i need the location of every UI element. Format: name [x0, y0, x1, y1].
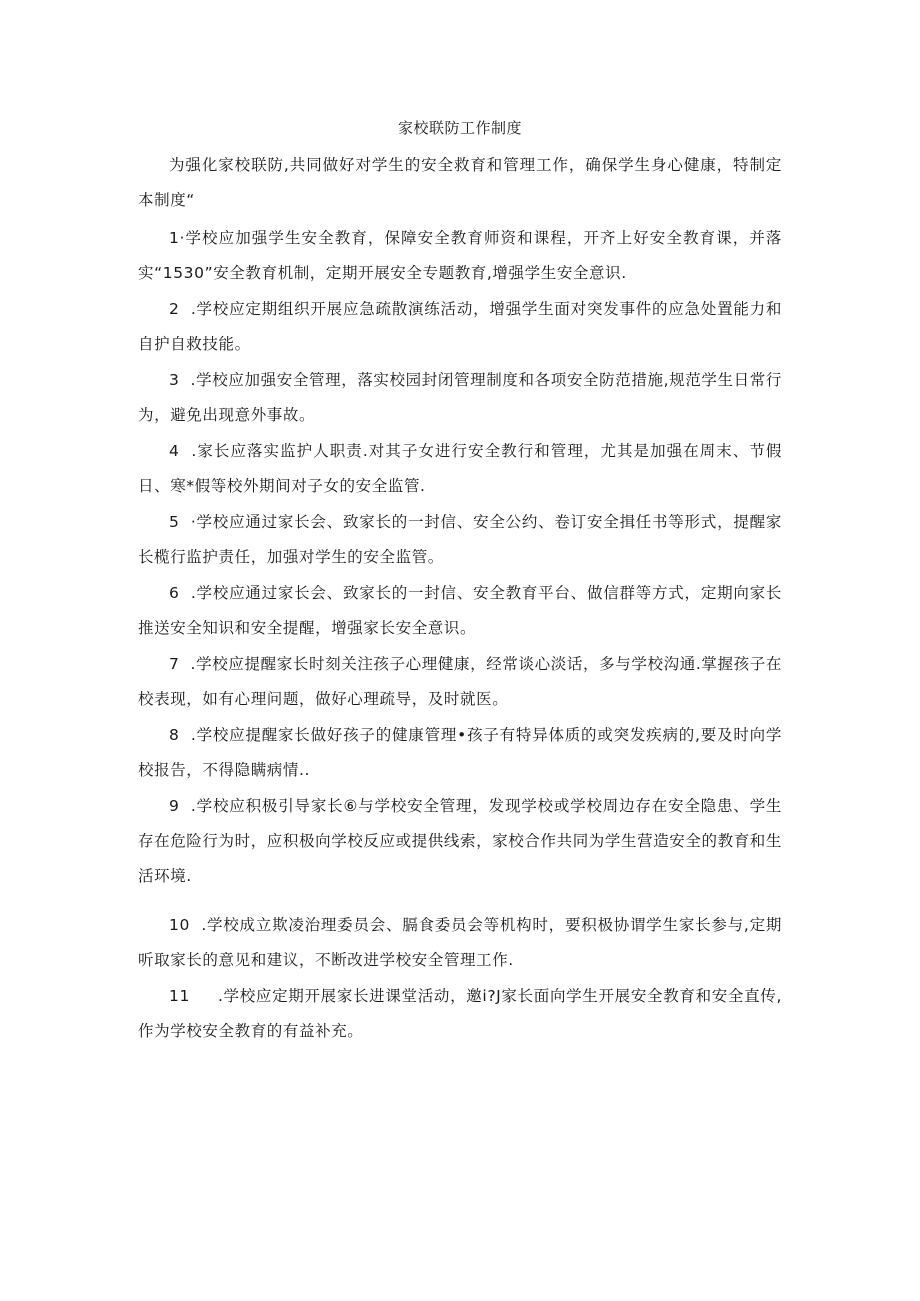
- clause-5: 5 ·学校应通过家长会、致家长的一封信、安全公约、卷订安全揖任书等形式，提醒家长榄行监护责任，加强对学生的安全监管。: [138, 513, 782, 566]
- clause-1: 1·学校应加强学生安全教育，保障安全教育师资和课程，开齐上好安全教育课，并落实“1530”安全教育机制，定期开展安全专题教育,增强学生安全意识.: [138, 229, 782, 282]
- clause-3: 3 .学校应加强安全管理，落实校园封闭管理制度和各项安全防范措施,规范学生日常行为，避免出现意外事故。: [138, 371, 782, 424]
- clause-4: 4 .家长应落实监护人职责.对其子女进行安全教行和管理，尤其是加强在周末、节假日、寒*假等校外期间对子女的安全监管.: [138, 442, 782, 495]
- clause-11: 11 .学校应定期开展家长进课堂活动，邀i?J家长面向学生开展安全教育和安全直传,作为学校安全教育的有益补充。: [138, 987, 782, 1040]
- clause-8: 8 .学校应提醒家长做好孩子的健康管理•孩子有特异体质的或突发疾病的,要及时向学校报告，不得隐瞒病情..: [138, 726, 782, 779]
- clause-6: 6 .学校应通过家长会、致家长的一封信、安全教育平台、做信群等方式，定期向家长推送安全知识和安全提醒，增强家长安全意识。: [138, 584, 782, 637]
- clause-9: 9 .学校应积极引导家长⑥与学校安全管理，发现学校或学校周边存在安全隐患、学生存在危险行为时，应积极向学校反应或提供线索，家校合作共同为学生营造安全的教育和生活环境.: [138, 797, 783, 885]
- document-title: 家校联防工作制度: [397, 119, 522, 137]
- clause-7: 7 .学校应提醒家长时刻关注孩子心理健康，经常谈心淡话，多与学校沟通.掌握孩子在校表现，如有心理问题，做好心理疏导，及时就医。: [138, 655, 782, 708]
- intro-paragraph: 为强化家校联防,共同做好对学生的安全救育和管理工作，确保学生身心健康，特制定本制度“: [138, 156, 782, 209]
- clause-2: 2 .学校应定期组织开展应急疏散演练活动，增强学生面对突发事件的应急处置能力和自护自救技能。: [138, 300, 782, 353]
- clause-10: 10 .学校成立欺凌治理委员会、膈食委员会等机构时，要积极协谓学生家长参与,定期听取家长的意见和建议，不断改进学校安全管理工作.: [138, 916, 782, 969]
